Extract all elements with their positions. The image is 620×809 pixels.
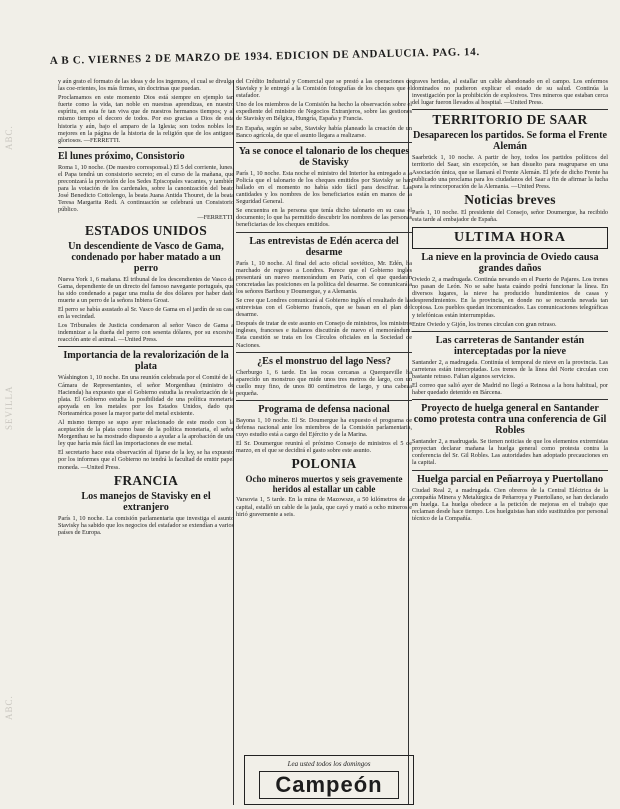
headline-plata: Importancia de la revalorización de la plata (63, 350, 229, 373)
banner-ultima-hora: ULTIMA HORA (412, 227, 608, 249)
side-watermark-top: ABC. (4, 125, 14, 150)
headline-talonario: Ya se conoce el talonario de los cheques de Stavisky (238, 145, 410, 168)
article-text: En España, según se sabe, Stavisky había planeado la creación de un Banco agrícola, de que el asunto llegara a realizarse. (236, 124, 412, 139)
rule (58, 147, 234, 148)
article-text: Wáshington 1, 10 noche. En una reunión celebrada por el Comité de la Cámara de Representantes, el señor Morgenthau (ministro de Hacienda) ha expuesto que el Gobierno estudia la revalorización de la plata. El Gobierno estudia la posibilidad de una política monetaria apoyada en los metales por los Estados Unidos, dado que Norteamérica posee la mayor parte del metal existente. (58, 374, 234, 417)
rule (412, 470, 608, 471)
article-text: Oviedo 2, a madrugada. Continúa nevando en el Puerto de Pajares. Los trenes no pasan de León. No se sabe hasta cuándo podrá funcionar la línea. En diversos lugares, la nieve ha producido hundimientos de casas y desprendimientos. En la provincia, en donde no se recuerda nevada tan copiosa. Los pueblos quedan incomunicados. Las comunicaciones telegráficas y telefónicas están interrumpidas. (412, 276, 608, 319)
article-text: y aún grato el formato de las ideas y de los ingenuos, el cual se divulga las coe-rrientes, los más firmes, sin doctrinas que puedan. (58, 78, 234, 93)
column-3 (412, 78, 608, 804)
byline: —United Press. (118, 336, 158, 344)
headline-lago-ness: ¿Es el monstruo del lago Ness? (257, 355, 391, 367)
article-text: Después de tratar de este asunto en Consejo de ministros, los ministros ingleses, franceses e italianos discutirán de nuevo el memorándum. Esta cuestión se trata en los Círculos oficiales en la Sociedad de Naciones. (236, 320, 412, 349)
headline-eden: Las entrevistas de Edén acerca del desarme (249, 235, 399, 258)
headline-defensa-nacional: Programa de defensa nacional (258, 404, 390, 415)
rule (58, 346, 234, 347)
article-text: Se cree que Londres comunicará al Gobierno inglés el resultado de las entrevistas con el Gobierno francés, que se basan en el plan del desarme. (236, 296, 412, 319)
article-text: Proclamamos en este momento Dios está siempre en ejemplo tan fuerte como la vida, tan noble en nuestras aprendizas, en nuestro espíritu, en esta fe tan viva que de nuestros hermanos tiempos; y al mismo tiempo el decoro de todos. Por eso gracias a Dios de esta historia y aún, bajo el amparo de la Iglesia; son todos nobles los mejores en la página de la historia de la religión que de los antiguos gloriosos. —FERRETTI. (58, 94, 234, 144)
headline-carreteras-santander: Las carreteras de Santander están interceptadas por la nieve (435, 334, 585, 357)
article-text: El perro se había asustado al Sr. Vasco de Gama en el jardín de su casa en la vecindad. (58, 305, 234, 321)
section-title-estados-unidos: ESTADOS UNIDOS (84, 222, 208, 238)
advertisement-campeon (244, 755, 414, 805)
article-text: Bayona 1, 10 noche. El Sr. Doumergue ha expuesto el programa de defensa nacional ante los miembros de la Comisión parlamentaria, cuyo estudio está a cargo del Ejército y de la Marina. (236, 417, 412, 439)
article-text: Ciudad Real 2, a madrugada. Cien obreros de la Central Eléctrica de la compañía Minera y Metalúrgica de Peñarroya y Puertollano, se han declarado en huelga. La huelga obedece a la petición de mejoras en el trabajo que reclaman desde hace tiempo. Los huelguistas han sido sustituidos por personal técnico de la Compañía. (412, 486, 608, 522)
headline-vasco-de-gama: Un descendiente de Vasco de Gama, condenado por haber matado a un perro (68, 240, 224, 274)
article-text: El Sr. Doumergue reunirá el próximo Consejo de ministros el 5 de marzo, en el que se decidirá el gasto sobre este asunto. (236, 440, 412, 455)
article-text: Santander 2, a madrugada. Se tienen noticias de que los elementos extremistas proyectan declarar mañana la huelga general como protesta contra la conferencia del Sr. Gil Robles. Las autoridades han adoptado precauciones en la capital. (412, 438, 608, 467)
section-title-polonia: POLONIA (291, 456, 357, 472)
article-text: París 1, 10 noche. Al final del acto oficial soviético, Mr. Edén, ha marchado de regreso a Londres. Parece que el Gobierno inglés presentará un nuevo memorándum en París, con el que quedarán concretadas las posiciones en la política del desarme. Se comunicará a los señores Barthou y Doumergue, y a Alemania. (236, 259, 412, 295)
headline-stavisky-extranjero: Los manejos de Stavisky en el extranjero (81, 490, 211, 513)
article-text: París 1, 10 noche. El presidente del Consejo, señor Doumergue, ha recibido esta tarde al embajador de España. (412, 208, 608, 223)
section-title-saar: TERRITORIO DE SAAR (432, 112, 588, 128)
article-text: Saarbrück 1, 10 noche. A partir de hoy, todos los partidos políticos del territorio del Saar, sin excepción, se han disuelto para reagruparse en una Asociación única, que se llamará el Frente Alemán. El jefe de dicho Frente ha publicado una proclama para los ciudadanos del Saar a fin de afirmar la lucha para la reincorporación de la Alemania. —United Press. (412, 154, 608, 190)
ad-title: Campeón (259, 771, 399, 799)
article-text: graves heridas, al estallar un cable abandonado en el campo. Los enfermos dominados no pudieron explicar el estado de su salud. Continúa la investigación por la prohibición de explosivos. Tres mineros que estaban cerca del lugar fueron llevados al hospital. —United Press. (412, 78, 608, 107)
headline-nieve-oviedo: La nieve en la provincia de Oviedo causa grandes daños (421, 252, 599, 275)
article-text: Varsovia 1, 5 tarde. En la mina de Mazowsze, a 50 kilómetros de la capital, estalló un cable de la jaula, que cayó y mató a ocho mineros e hirió gravemente a seis. (236, 496, 412, 518)
side-watermark-middle: SEVILLA (4, 385, 14, 430)
article-text: Cherburgo 1, 6 tarde. En las rocas cercanas a Querqueville ha aparecido un monstruo que mide unos tres metros de largo, con un cuello muy fino, de unos 80 centímetros de largo, y una cabeza pequeña. (236, 368, 412, 397)
headline-mineros: Ocho mineros muertos y seis gravemente heridos al estallar un cable (245, 474, 403, 495)
byline: —United Press. (80, 463, 120, 471)
article-text: Entre Oviedo y Gijón, los trenes circulan con gran retraso. (412, 320, 557, 328)
article-text: Nueva York 1, 6 mañana. El tribunal de los descendientes de Vasco da Gama, dependiente de un directo del famoso navegante portugués, que ha sido condenado a pagar una multa de dos dólares por haber dado muerte a un perro de la señora Inbiera Groat. (58, 275, 234, 304)
section-title-noticias-breves: Noticias breves (464, 191, 556, 207)
section-title-francia: FRANCIA (113, 472, 179, 488)
byline: —FERRETTI. (197, 213, 234, 221)
byline: —United Press. (511, 182, 551, 190)
headline-huelga-santander: Proyecto de huelga general en Santander como protesta contra una conferencia de Gil Robles (413, 403, 607, 437)
rule (412, 399, 608, 400)
article-text: Roma 1, 10 noche. (De nuestro corresponsal.) El 5 del corriente, lunes, el Papa tendrá un consistorio secreto; en el curso de la mañana, que preconizará la provisión de los Sedes Episcopales vacantes, y también para la votación de los cardenales, sobre la canonización del beato José Benedicto Cottolengo, la beata Juana Antida Thouret, de la beata Teresa Margarita Redi. A continuación se celebrará un Consistorio público. —FERRETTI. (58, 163, 234, 221)
rule (412, 109, 608, 110)
rule (236, 400, 412, 401)
headline-lunes: El lunes próximo, Consistorio (58, 150, 185, 162)
rule (236, 142, 412, 143)
article-text: El correo que salió ayer de Madrid no llegó a Reinosa a la hora habitual, por haber quedado detenido en Bárcena. (412, 381, 608, 397)
column-1 (58, 78, 234, 804)
article-text: Al mismo tiempo se supo ayer relacionado de este modo con la aceptación de la plata como base de la política monetaria, el señor Morgenthau se ha mostrado dispuesto a ayudar a la aprobación de una ley que haría más fácil las importaciones de ese metal. (58, 419, 234, 448)
byline: —FERRETTI. (83, 136, 121, 144)
article-text: Santander 2, a madrugada. Continúa el temporal de nieve en la provincia. Las carreteras están interceptadas. Los trenes de la línea del Norte circulan con bastante retraso. Faltan algunos servicios. (412, 358, 608, 380)
column-2 (236, 78, 412, 804)
byline: —United Press. (503, 99, 544, 107)
article-text: del Crédito Industrial y Comercial que se prestó a las operaciones de Stavisky y le entregó a la Comisión fotografías de los cheques que el estafador. (236, 78, 412, 100)
article-text: París 1, 10 noche. Esta noche el ministro del Interior ha entregado a la Policía que el talonario de los cheques emitidos por Stavisky se han hallado en el momento no había sido fácil para descifrar. Las cantidades y los nombres de los beneficiarios están en manos de la Seguridad General. (236, 169, 412, 206)
rule (236, 232, 412, 233)
article-text: Uno de los miembros de la Comisión ha hecho la observación sobre el expediente del ministro de Negocios Extranjeros, sobre las gestiones de Stavisky en Bélgica, Hungría, España y Francia. (236, 101, 412, 123)
headline-huelga-penarroya: Huelga parcial en Peñarroya y Puertollano (416, 473, 604, 485)
headline-frente-aleman: Desaparecen los partidos. Se forma el Frente Alemán (413, 130, 607, 153)
article-text: París 1, 10 noche. La comisión parlamentaria que investiga el asunto Stavisky ha sabido que los negocios del estafador se extendían a varios países de Europa. (58, 514, 234, 536)
rule (236, 352, 412, 353)
page-header: A B C. VIERNES 2 DE MARZO DE 1934. EDICION DE ANDALUCIA. PAG. 14. (49, 45, 480, 68)
article-text: El secretario hace esta observación al fijarse de la ley, se ha expuesto por los informes que el Gobierno no tendrá la facultad de emitir papel moneda. —United Press. (58, 449, 234, 471)
article-text: Los Tribunales de Justicia condenaron al señor Vasco de Gama a indemnizar a la dueña del perro con sesenta dólares, por su excesiva reacción ante el animal. —United Press. (58, 322, 234, 344)
side-watermark-bottom: ABC. (4, 695, 14, 720)
rule (412, 331, 608, 332)
ad-tagline: Lea usted todos los domingos (287, 760, 371, 768)
article-text: Se encuentra en la persona que tenía dicho talonario en su casa el documento; lo que ha permitido descubrir los nombres de las personas beneficiarias de los cheques emitidos. (236, 207, 412, 229)
